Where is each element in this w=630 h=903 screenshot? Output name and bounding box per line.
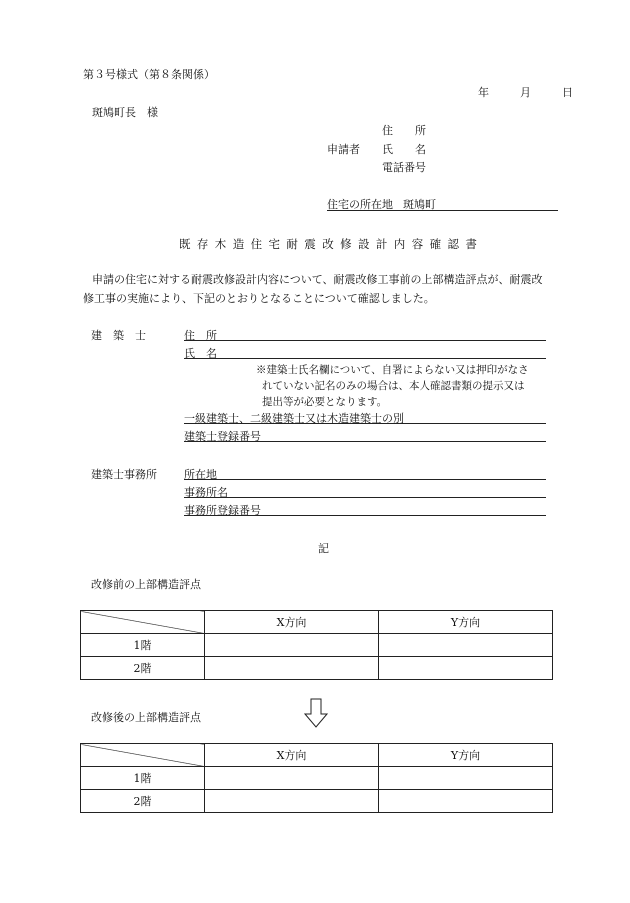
form-number: 第３号様式（第８条関係） (83, 68, 215, 81)
applicant-address-label: 住 所 (382, 124, 426, 137)
header-x: X方向 (205, 611, 379, 634)
architect-reg-line (184, 441, 546, 442)
house-location-label: 住宅の所在地 (327, 198, 393, 211)
house-location-underline (327, 210, 558, 211)
architect-name-label: 氏 名 (184, 347, 217, 360)
before-caption: 改修前の上部構造評点 (91, 578, 201, 591)
architect-address-label: 住 所 (184, 329, 217, 342)
applicant-phone-label: 電話番号 (382, 161, 426, 174)
cell-y[interactable] (379, 767, 553, 790)
header-y: Y方向 (379, 611, 553, 634)
date-month: 月 (520, 86, 531, 99)
table-row (81, 634, 553, 657)
applicant-name-label: 氏 名 (382, 143, 426, 156)
architect-address-line (184, 340, 546, 341)
header-x: X方向 (205, 744, 379, 767)
architect-heading: 建 築 士 (91, 329, 146, 342)
cell-y[interactable] (379, 657, 553, 680)
after-caption: 改修後の上部構造評点 (91, 711, 201, 724)
table-row (81, 790, 553, 813)
table-row (81, 657, 553, 680)
corner-cell (81, 611, 205, 634)
cell-y[interactable] (379, 634, 553, 657)
office-name-label: 事務所名 (184, 486, 228, 499)
ki-heading: 記 (318, 542, 329, 555)
addressee: 斑鳩町長 様 (92, 106, 158, 119)
header-y: Y方向 (379, 744, 553, 767)
applicant-role: 申請者 (327, 143, 360, 156)
intro-line-1: 申請の住宅に対する耐震改修設計内容について、耐震改修工事前の上部構造評点が、耐震改 (92, 273, 543, 286)
architect-name-line (184, 358, 546, 359)
house-location-value: 斑鳩町 (403, 198, 436, 211)
table-header-row (81, 611, 553, 634)
corner-cell (81, 744, 205, 767)
before-score-table (80, 610, 553, 680)
architect-class-label: 一級建築士、二級建築士又は木造建築士の別 (184, 412, 404, 425)
row-label: 2階 (81, 790, 205, 813)
office-heading: 建築士事務所 (91, 468, 157, 481)
row-label: 2階 (81, 657, 205, 680)
cell-x[interactable] (205, 634, 379, 657)
cell-y[interactable] (379, 790, 553, 813)
date-line (478, 84, 573, 100)
intro-line-2: 修工事の実施により、下記のとおりとなることについて確認しました。 (83, 292, 435, 305)
office-location-label: 所在地 (184, 468, 217, 481)
cell-x[interactable] (205, 790, 379, 813)
cell-x[interactable] (205, 657, 379, 680)
office-name-line (184, 497, 546, 498)
architect-class-line (184, 423, 546, 424)
date-day: 日 (562, 86, 573, 99)
architect-note-2: れていない記名のみの場合は、本人確認書類の提示又は (262, 380, 525, 392)
table-row (81, 767, 553, 790)
architect-reg-label: 建築士登録番号 (184, 430, 261, 443)
office-reg-line (184, 515, 546, 516)
architect-note-1: ※建築士氏名欄について、自署によらない又は押印がなさ (256, 364, 529, 376)
architect-note-3: 提出等が必要となります。 (262, 396, 388, 408)
page-title: 既存木造住宅耐震改修設計内容確認書 (179, 237, 484, 251)
date-year: 年 (478, 86, 489, 99)
office-reg-label: 事務所登録番号 (184, 504, 261, 517)
office-location-line (184, 479, 546, 480)
after-score-table (80, 743, 553, 813)
cell-x[interactable] (205, 767, 379, 790)
row-label: 1階 (81, 767, 205, 790)
row-label: 1階 (81, 634, 205, 657)
down-arrow-icon (304, 698, 328, 728)
table-header-row (81, 744, 553, 767)
